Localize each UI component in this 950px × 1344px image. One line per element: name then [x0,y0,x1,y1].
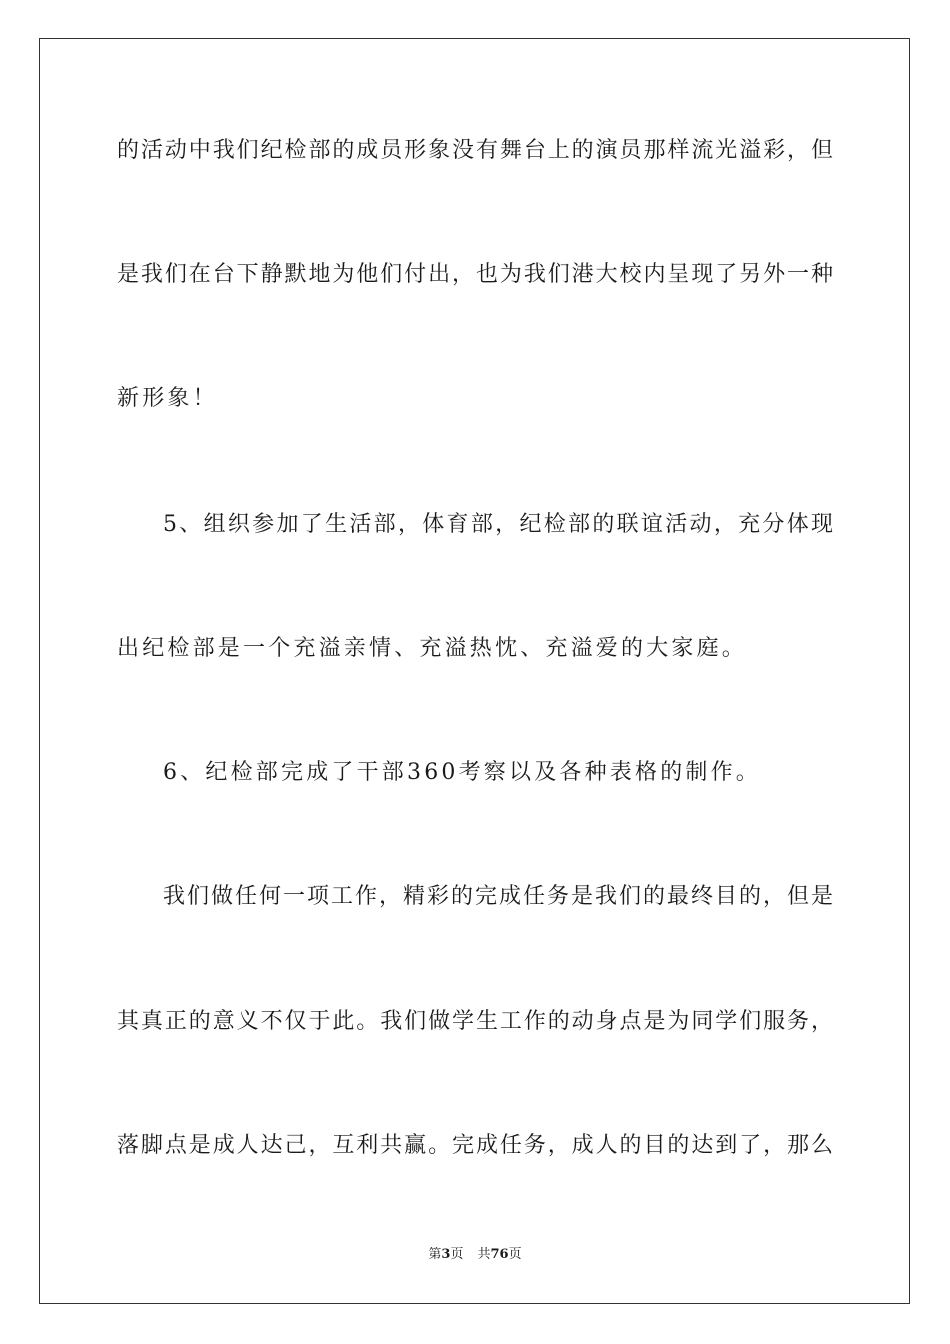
text-line-8: 其真正的意义不仅于此。我们做学生工作的动身点是为同学们服务， [117,1009,833,1034]
text-line-1: 的活动中我们纪检部的成员形象没有舞台上的演员那样流光溢彩，但 [117,138,833,163]
total-prefix: 共 [477,1247,491,1262]
total-suffix: 页 [508,1247,522,1262]
text-line-9: 落脚点是成人达己，互利共赢。完成任务，成人的目的达到了，那么 [117,1133,833,1158]
total-pages: 76 [490,1247,509,1262]
text-line-7: 我们做任何一项工作，精彩的完成任务是我们的最终目的，但是 [163,884,833,909]
page-suffix: 页 [450,1247,464,1262]
text-line-3: 新形象！ [117,386,218,411]
page-prefix: 第 [428,1247,442,1262]
text-line-6: 6、纪检部完成了干部360考察以及各种表格的制作。 [163,760,761,785]
text-line-5: 出纪检部是一个充溢亲情、充溢热忱、充溢爱的大家庭。 [117,636,748,661]
page-number: 3 [441,1247,451,1262]
page-footer [0,1246,950,1264]
text-line-2: 是我们在台下静默地为他们付出，也为我们港大校内呈现了另外一种 [117,262,833,287]
page-border [39,38,910,1304]
text-line-4: 5、组织参加了生活部，体育部，纪检部的联谊活动，充分体现 [163,512,833,537]
